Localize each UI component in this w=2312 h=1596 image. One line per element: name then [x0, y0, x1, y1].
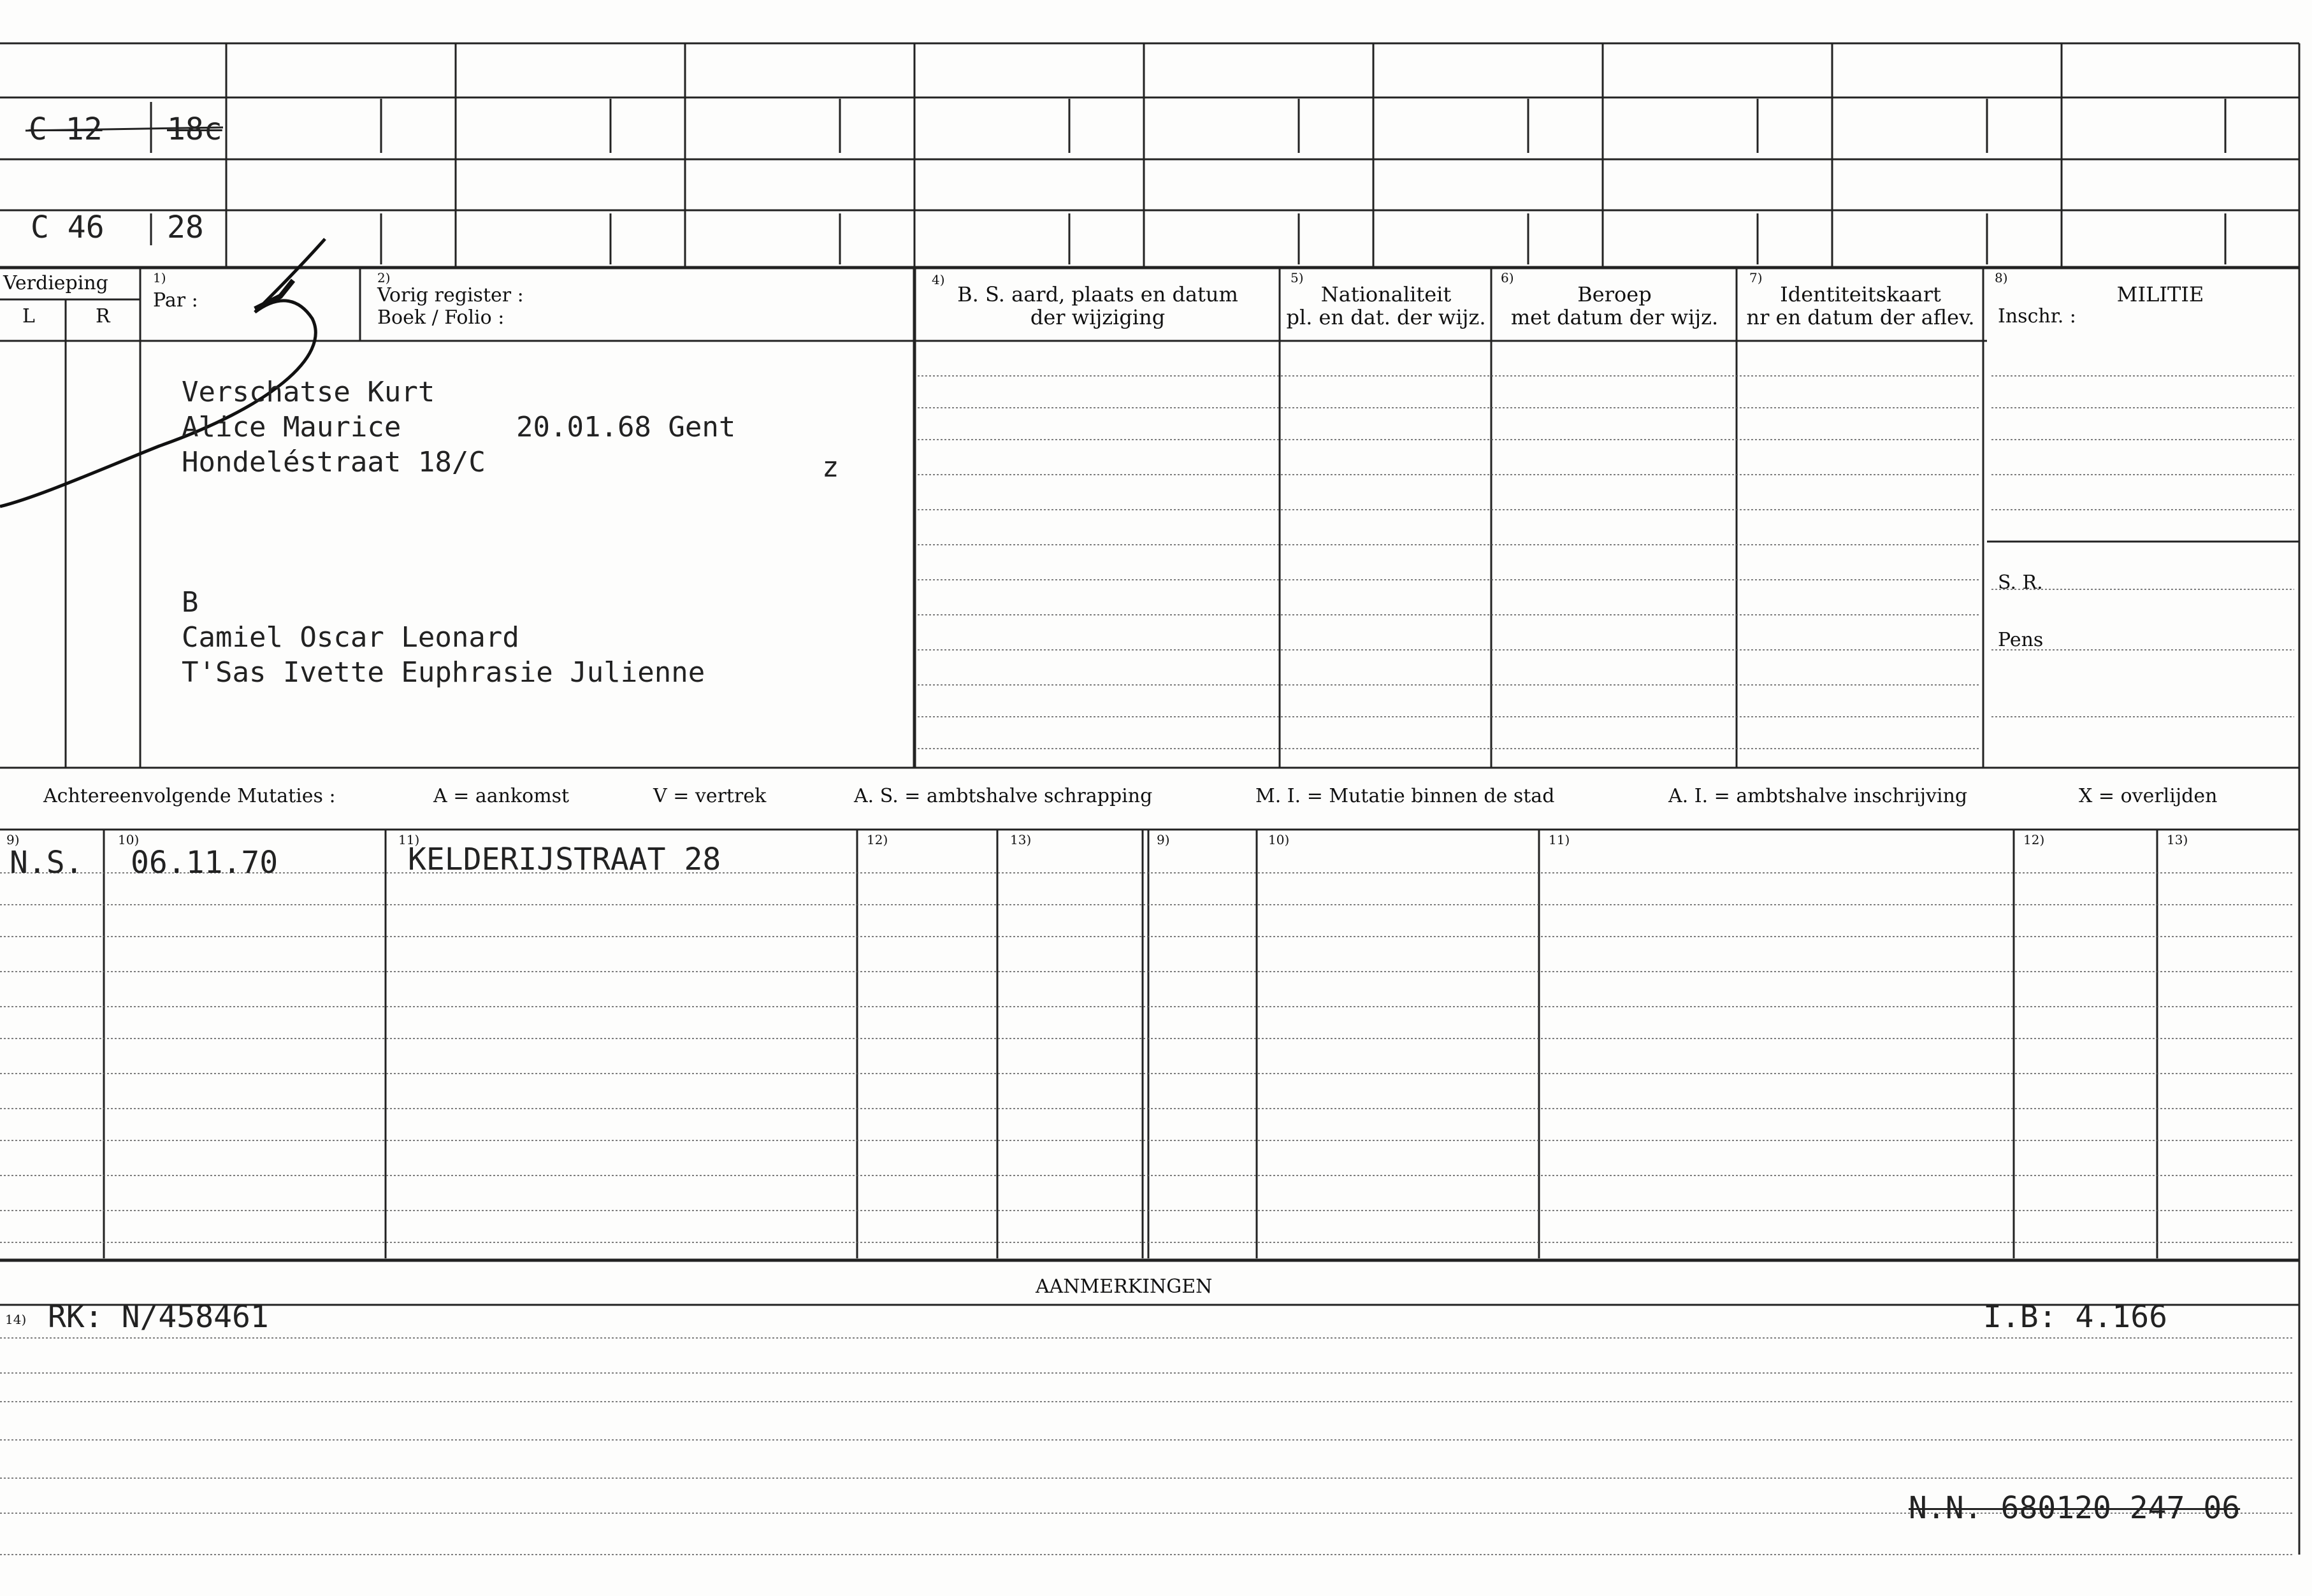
remarks-nn: N.N. 680120 247 06 — [1909, 1490, 2241, 1526]
current-code: C 46 — [31, 210, 105, 245]
header-beroep-line2: met datum der wijz. — [1510, 305, 1719, 329]
mutation-date: 06.11.70 — [131, 845, 278, 881]
remarks-rk: RK: N/458461 — [48, 1299, 269, 1335]
header-r: R — [96, 305, 110, 327]
header-beroep-number: 6) — [1501, 270, 1514, 285]
header-inschr: Inschr. : — [1998, 305, 2076, 327]
legend-as: A. S. = ambtshalve schrapping — [854, 785, 1153, 807]
mut-col-13: 13) — [1010, 832, 1032, 847]
header-beroep-line1: Beroep — [1577, 282, 1652, 306]
header-vorig-register: Vorig register : — [377, 284, 524, 306]
person-mother: T'Sas Ivette Euphrasie Julienne — [182, 656, 705, 689]
legend-ai: A. I. = ambtshalve inschrijving — [1668, 785, 1968, 807]
header-militie: MILITIE — [2116, 282, 2204, 306]
mut-col-11: 11) — [398, 832, 420, 847]
mut-col-12: 12) — [867, 832, 888, 847]
mut-col-13b: 13) — [2167, 832, 2188, 847]
header-par-number: 1) — [153, 270, 166, 285]
legend-x: X = overlijden — [2079, 785, 2218, 807]
legend-mi: M. I. = Mutatie binnen de stad — [1255, 785, 1555, 807]
mutation-code: N.S. — [10, 845, 83, 881]
legend-v: V = vertrek — [653, 785, 767, 807]
old-number: 18c — [167, 111, 222, 147]
mut-col-10b: 10) — [1268, 832, 1290, 847]
legend-a: A = aankomst — [433, 785, 570, 807]
mut-col-9: 9) — [6, 832, 20, 847]
old-code: C 12 — [29, 111, 103, 147]
header-nat-line2: pl. en dat. der wijz. — [1286, 305, 1486, 329]
header-nat-number: 5) — [1290, 270, 1304, 285]
label-sr: S. R. — [1998, 572, 2043, 594]
header-bs-line1: B. S. aard, plaats en datum — [957, 282, 1238, 306]
header-id-number: 7) — [1749, 270, 1763, 285]
mut-col-12b: 12) — [2023, 832, 2045, 847]
mut-col-11b: 11) — [1549, 832, 1570, 847]
person-birth: 20.01.68 Gent — [516, 411, 736, 443]
remarks-number: 14) — [5, 1312, 27, 1327]
mut-col-10: 10) — [118, 832, 140, 847]
person-name: Verschatse Kurt — [182, 376, 435, 408]
legend-title: Achtereenvolgende Mutaties : — [43, 785, 336, 807]
header-id-line1: Identiteitskaart — [1780, 282, 1941, 306]
remarks-ib: I.B: 4.166 — [1983, 1299, 2167, 1335]
label-pens: Pens — [1998, 629, 2044, 651]
header-par: Par : — [153, 289, 198, 312]
header-vorig-number: 2) — [377, 270, 391, 285]
person-mark: z — [822, 451, 839, 484]
mut-col-9b: 9) — [1157, 832, 1170, 847]
person-father: Camiel Oscar Leonard — [182, 621, 519, 654]
header-id-line2: nr en datum der aflev. — [1746, 305, 1975, 329]
header-militie-number: 8) — [1995, 270, 2008, 285]
header-boek-folio: Boek / Folio : — [377, 306, 505, 329]
person-address: Hondeléstraat 18/C — [182, 446, 486, 478]
person-parents-line: Alice Maurice — [182, 411, 401, 443]
remarks-title: AANMERKINGEN — [1036, 1276, 1213, 1298]
header-l: L — [22, 305, 35, 327]
current-number: 28 — [167, 210, 204, 245]
person-b: B — [182, 586, 199, 619]
header-bs-line2: der wijziging — [1030, 305, 1166, 329]
header-nat-line1: Nationaliteit — [1320, 282, 1452, 306]
header-bs-number: 4) — [932, 272, 945, 287]
mutation-address: KELDERIJSTRAAT 28 — [408, 842, 721, 877]
header-verdieping: Verdieping — [3, 272, 108, 294]
